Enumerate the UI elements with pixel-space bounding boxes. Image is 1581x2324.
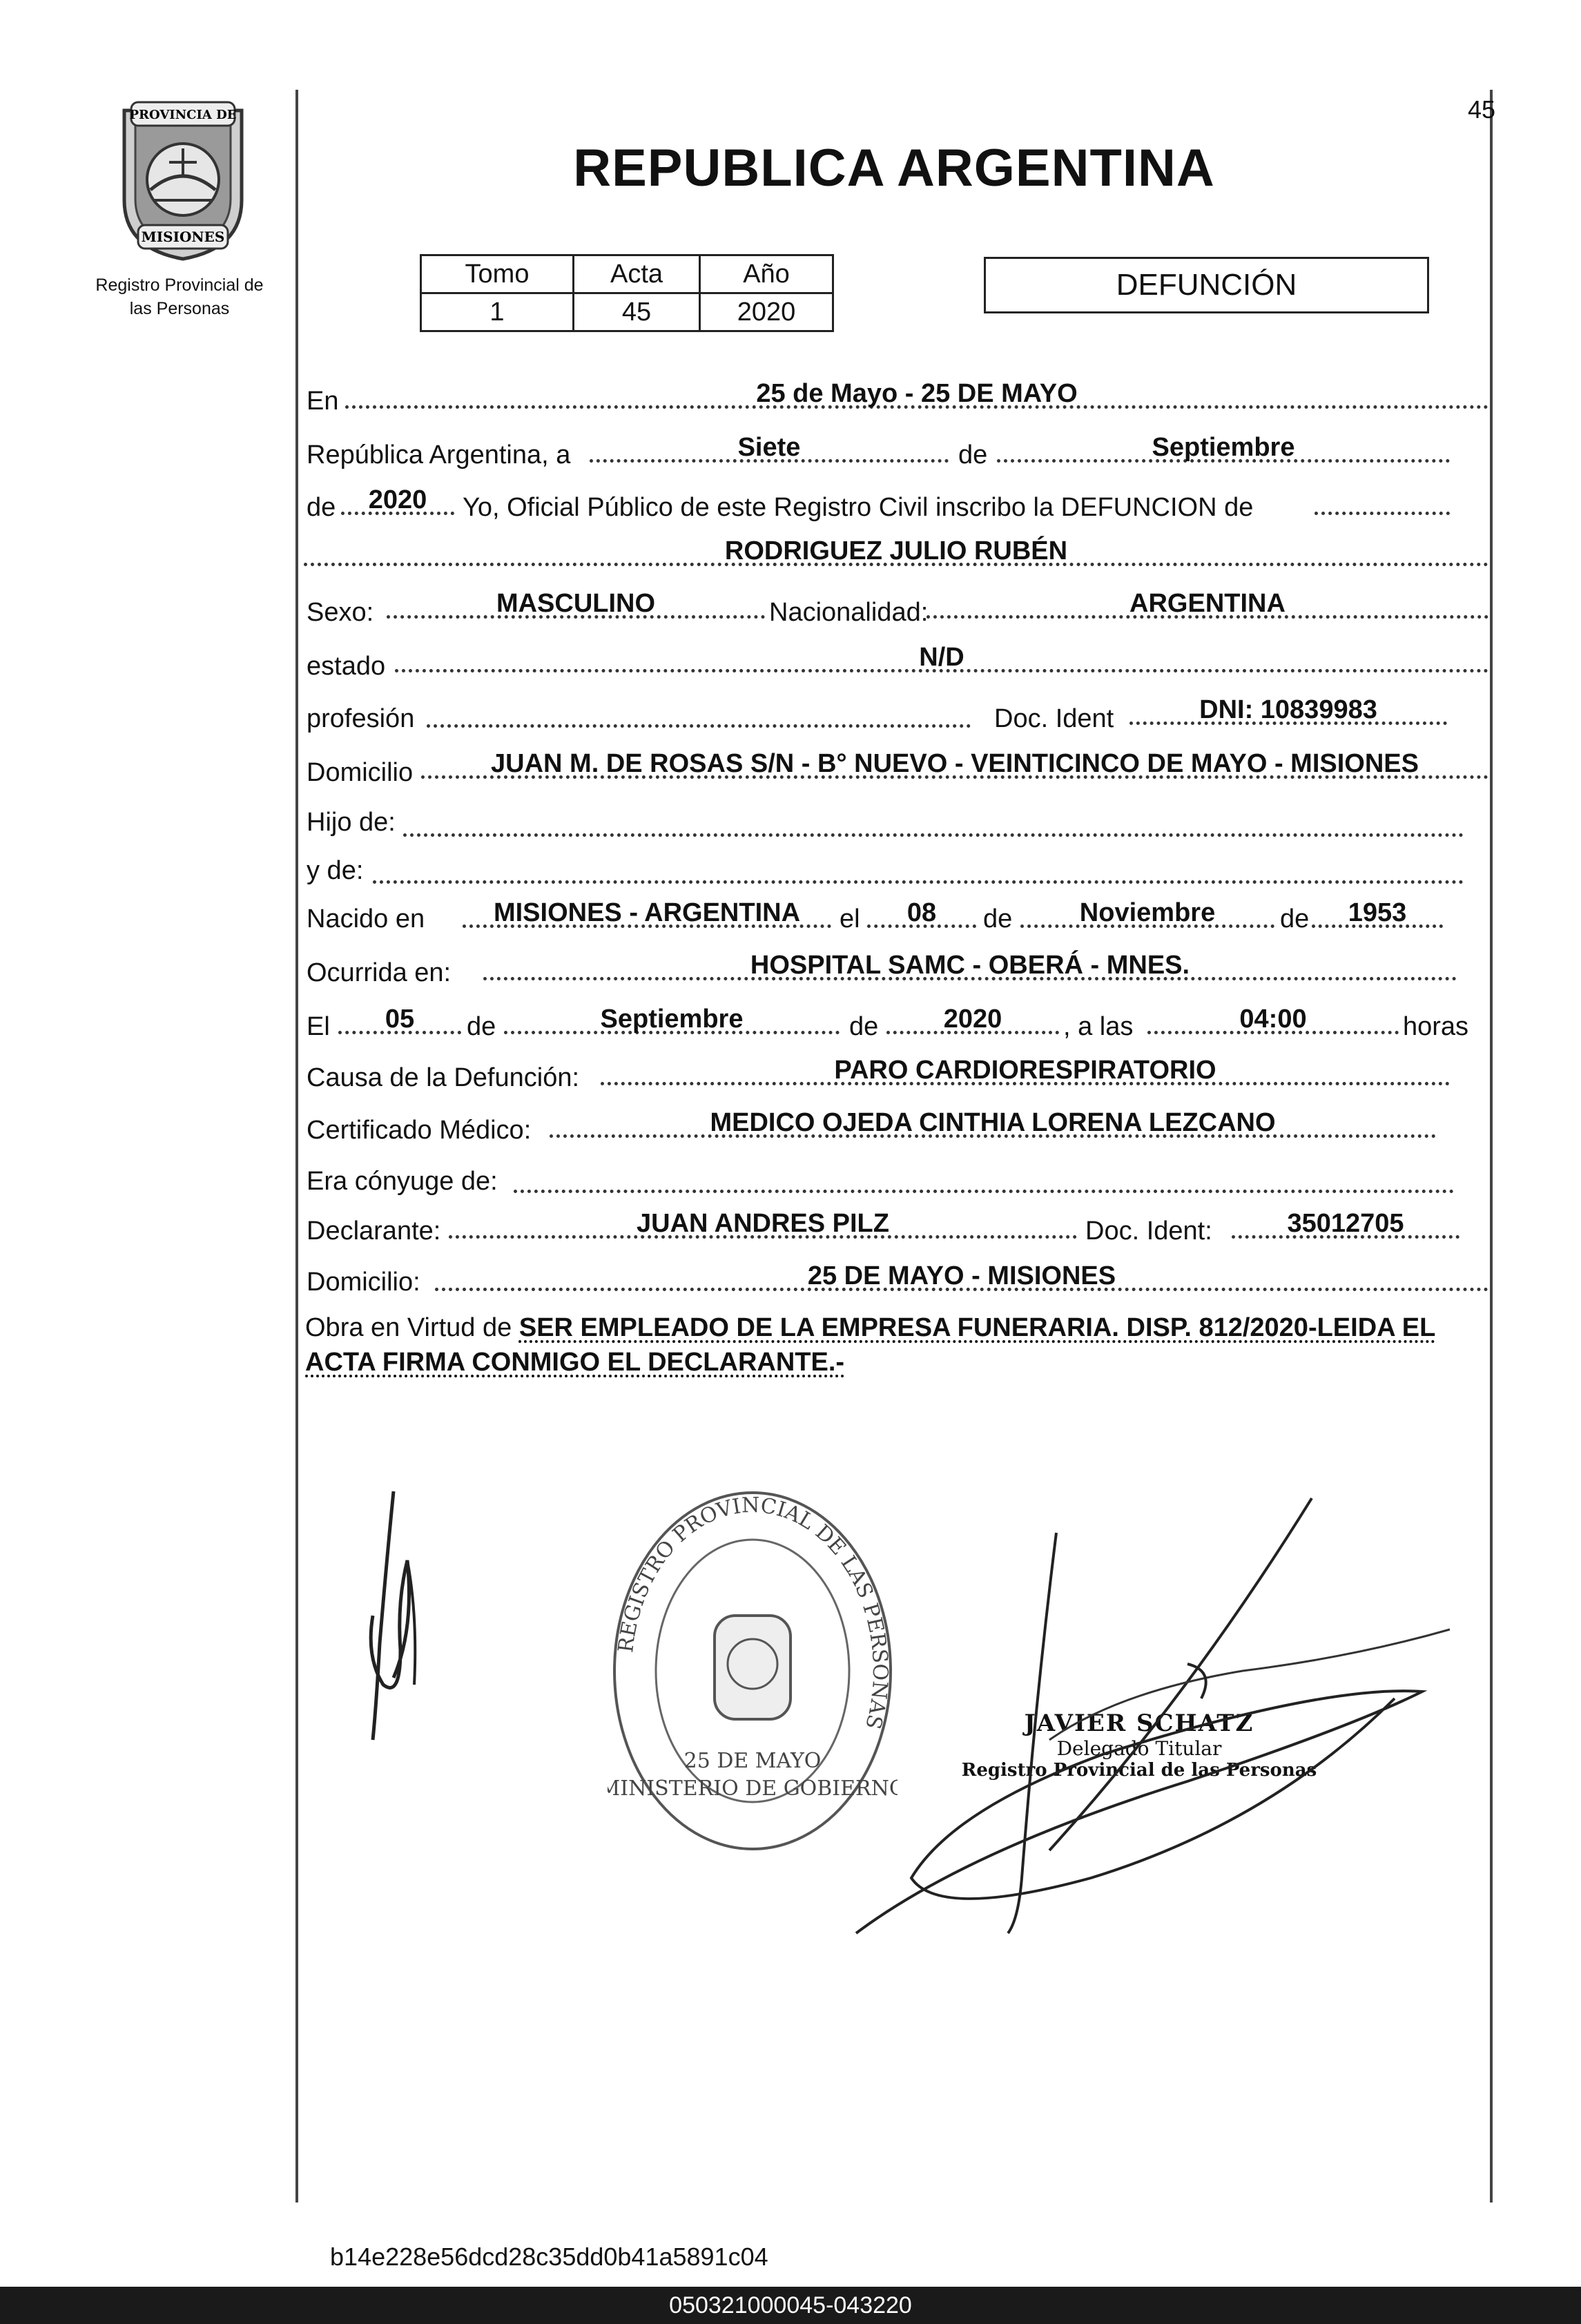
record-type-box: DEFUNCIÓN	[984, 257, 1429, 313]
declarante-field: JUAN ANDRES PILZ	[449, 1208, 1077, 1239]
def-mes-field: Septiembre	[504, 1004, 840, 1034]
hijo-label: Hijo de:	[307, 808, 396, 837]
certificado-label: Certificado Médico:	[307, 1116, 532, 1145]
de-label-6: de	[849, 1012, 879, 1041]
doc-label: Doc. Ident	[994, 704, 1114, 733]
conyuge-label: Era cónyuge de:	[307, 1167, 498, 1196]
domicilio-label: Domicilio	[307, 758, 414, 787]
signature-left	[331, 1478, 456, 1757]
de-label-3: de	[983, 904, 1013, 933]
conyuge-field	[514, 1163, 1454, 1193]
footer-barcode-text: 050321000045-043220	[0, 2287, 1581, 2324]
de-label-1: de	[958, 440, 988, 469]
yde-label: y de:	[307, 856, 364, 885]
sexo-field: MASCULINO	[387, 588, 765, 619]
tomo-value: 1	[421, 293, 574, 331]
def-dia-field: 05	[338, 1004, 461, 1034]
mes-field: Septiembre	[997, 432, 1450, 463]
anio-field: 2020	[341, 485, 454, 515]
sexo-label: Sexo:	[307, 598, 374, 627]
horas-label: horas	[1403, 1012, 1469, 1041]
en-label: En	[307, 387, 339, 416]
acta-label: Acta	[574, 255, 700, 293]
certificado-field: MEDICO OJEDA CINTHIA LORENA LEZCANO	[550, 1107, 1436, 1138]
official-office: Registro Provincial de las Personas	[961, 1760, 1317, 1781]
el2-label: El	[307, 1012, 330, 1041]
causa-label: Causa de la Defunción:	[307, 1063, 580, 1092]
hijo-field	[403, 806, 1464, 837]
nac-dia-field: 08	[867, 898, 976, 928]
anio-label: Año	[700, 255, 833, 293]
doc-field: DNI: 10839983	[1129, 695, 1447, 725]
nacionalidad-field: ARGENTINA	[927, 588, 1488, 619]
declarante-label: Declarante:	[307, 1217, 441, 1246]
signature-right	[828, 1491, 1491, 1978]
nacido-field: MISIONES - ARGENTINA	[463, 898, 831, 928]
domicilio-field: JUAN M. DE ROSAS S/N - B° NUEVO - VEINTICINCO DE MAYO - MISIONES	[421, 748, 1488, 779]
el-label: el	[840, 904, 860, 933]
alas-label: , a las	[1063, 1012, 1134, 1041]
nombre-field: RODRIGUEZ JULIO RUBÉN	[304, 536, 1488, 566]
document-hash: b14e228e56dcd28c35dd0b41a5891c04	[330, 2243, 768, 2271]
logo-caption-line1: Registro Provincial de	[95, 275, 264, 295]
nacido-label: Nacido en	[307, 904, 425, 933]
record-table	[420, 254, 834, 332]
de-label-5: de	[467, 1012, 496, 1041]
page-title-text: REPUBLICA ARGENTINA	[573, 139, 1215, 197]
anio-value: 2020	[700, 293, 833, 331]
tomo-label: Tomo	[421, 255, 574, 293]
en-field: 25 de Mayo - 25 DE MAYO	[345, 378, 1488, 409]
official-title: Delegado Titular	[1056, 1737, 1222, 1760]
ocurrida-label: Ocurrida en:	[307, 958, 452, 987]
obra-label: Obra en Virtud de	[305, 1313, 512, 1342]
logo-caption	[76, 273, 283, 320]
oficial-trailing-field	[1315, 485, 1450, 515]
left-margin-line	[295, 90, 298, 2202]
page-title	[0, 138, 1581, 198]
ocurrida-field: HOSPITAL SAMC - OBERÁ - MNES.	[483, 950, 1457, 980]
dia-field: Siete	[590, 432, 949, 463]
estado-field: N/D	[395, 642, 1488, 672]
decl-doc-label: Doc. Ident:	[1085, 1217, 1212, 1246]
decl-domicilio-label: Domicilio:	[307, 1268, 420, 1297]
logo-top-text: PROVINCIA DE	[129, 108, 237, 122]
seal-ring-text: REGISTRO PROVINCIAL DE LAS PERSONAS	[614, 1493, 893, 1732]
de-label-2: de	[307, 493, 336, 522]
nac-mes-field: Noviembre	[1020, 898, 1274, 928]
acta-value: 45	[574, 293, 700, 331]
seal-inner-line1: 25 DE MAYO	[683, 1749, 822, 1773]
hora-field: 04:00	[1147, 1004, 1399, 1034]
oficial-text: Yo, Oficial Público de este Registro Civil inscribo la DEFUNCION de	[463, 493, 1254, 522]
yde-field	[373, 853, 1464, 884]
decl-domicilio-field: 25 DE MAYO - MISIONES	[435, 1261, 1488, 1291]
estado-label: estado	[307, 652, 386, 681]
logo-caption-line2: las Personas	[129, 299, 230, 318]
decl-doc-field: 35012705	[1232, 1208, 1459, 1239]
obra-field: SER EMPLEADO DE LA EMPRESA FUNERARIA. DISP. 812/2020-LEIDA EL ACTA FIRMA CONMIGO EL DECLARANTE.-	[305, 1313, 1436, 1377]
page-number: 45	[1467, 95, 1495, 124]
obra-paragraph	[305, 1310, 1493, 1379]
nacionalidad-label: Nacionalidad:	[769, 598, 929, 627]
seal-inner-line2: MINISTERIO DE GOBIERNO	[608, 1776, 898, 1801]
de-label-4: de	[1280, 904, 1310, 933]
nac-anio-field: 1953	[1312, 898, 1443, 928]
official-name: JAVIER SCHATZ	[1024, 1710, 1254, 1737]
logo-bottom-text: MISIONES	[141, 229, 225, 245]
republica-label: República Argentina, a	[307, 440, 571, 469]
profesion-field	[427, 697, 971, 728]
causa-field: PARO CARDIORESPIRATORIO	[601, 1055, 1450, 1085]
profesion-label: profesión	[307, 704, 415, 733]
def-anio-field: 2020	[886, 1004, 1059, 1034]
